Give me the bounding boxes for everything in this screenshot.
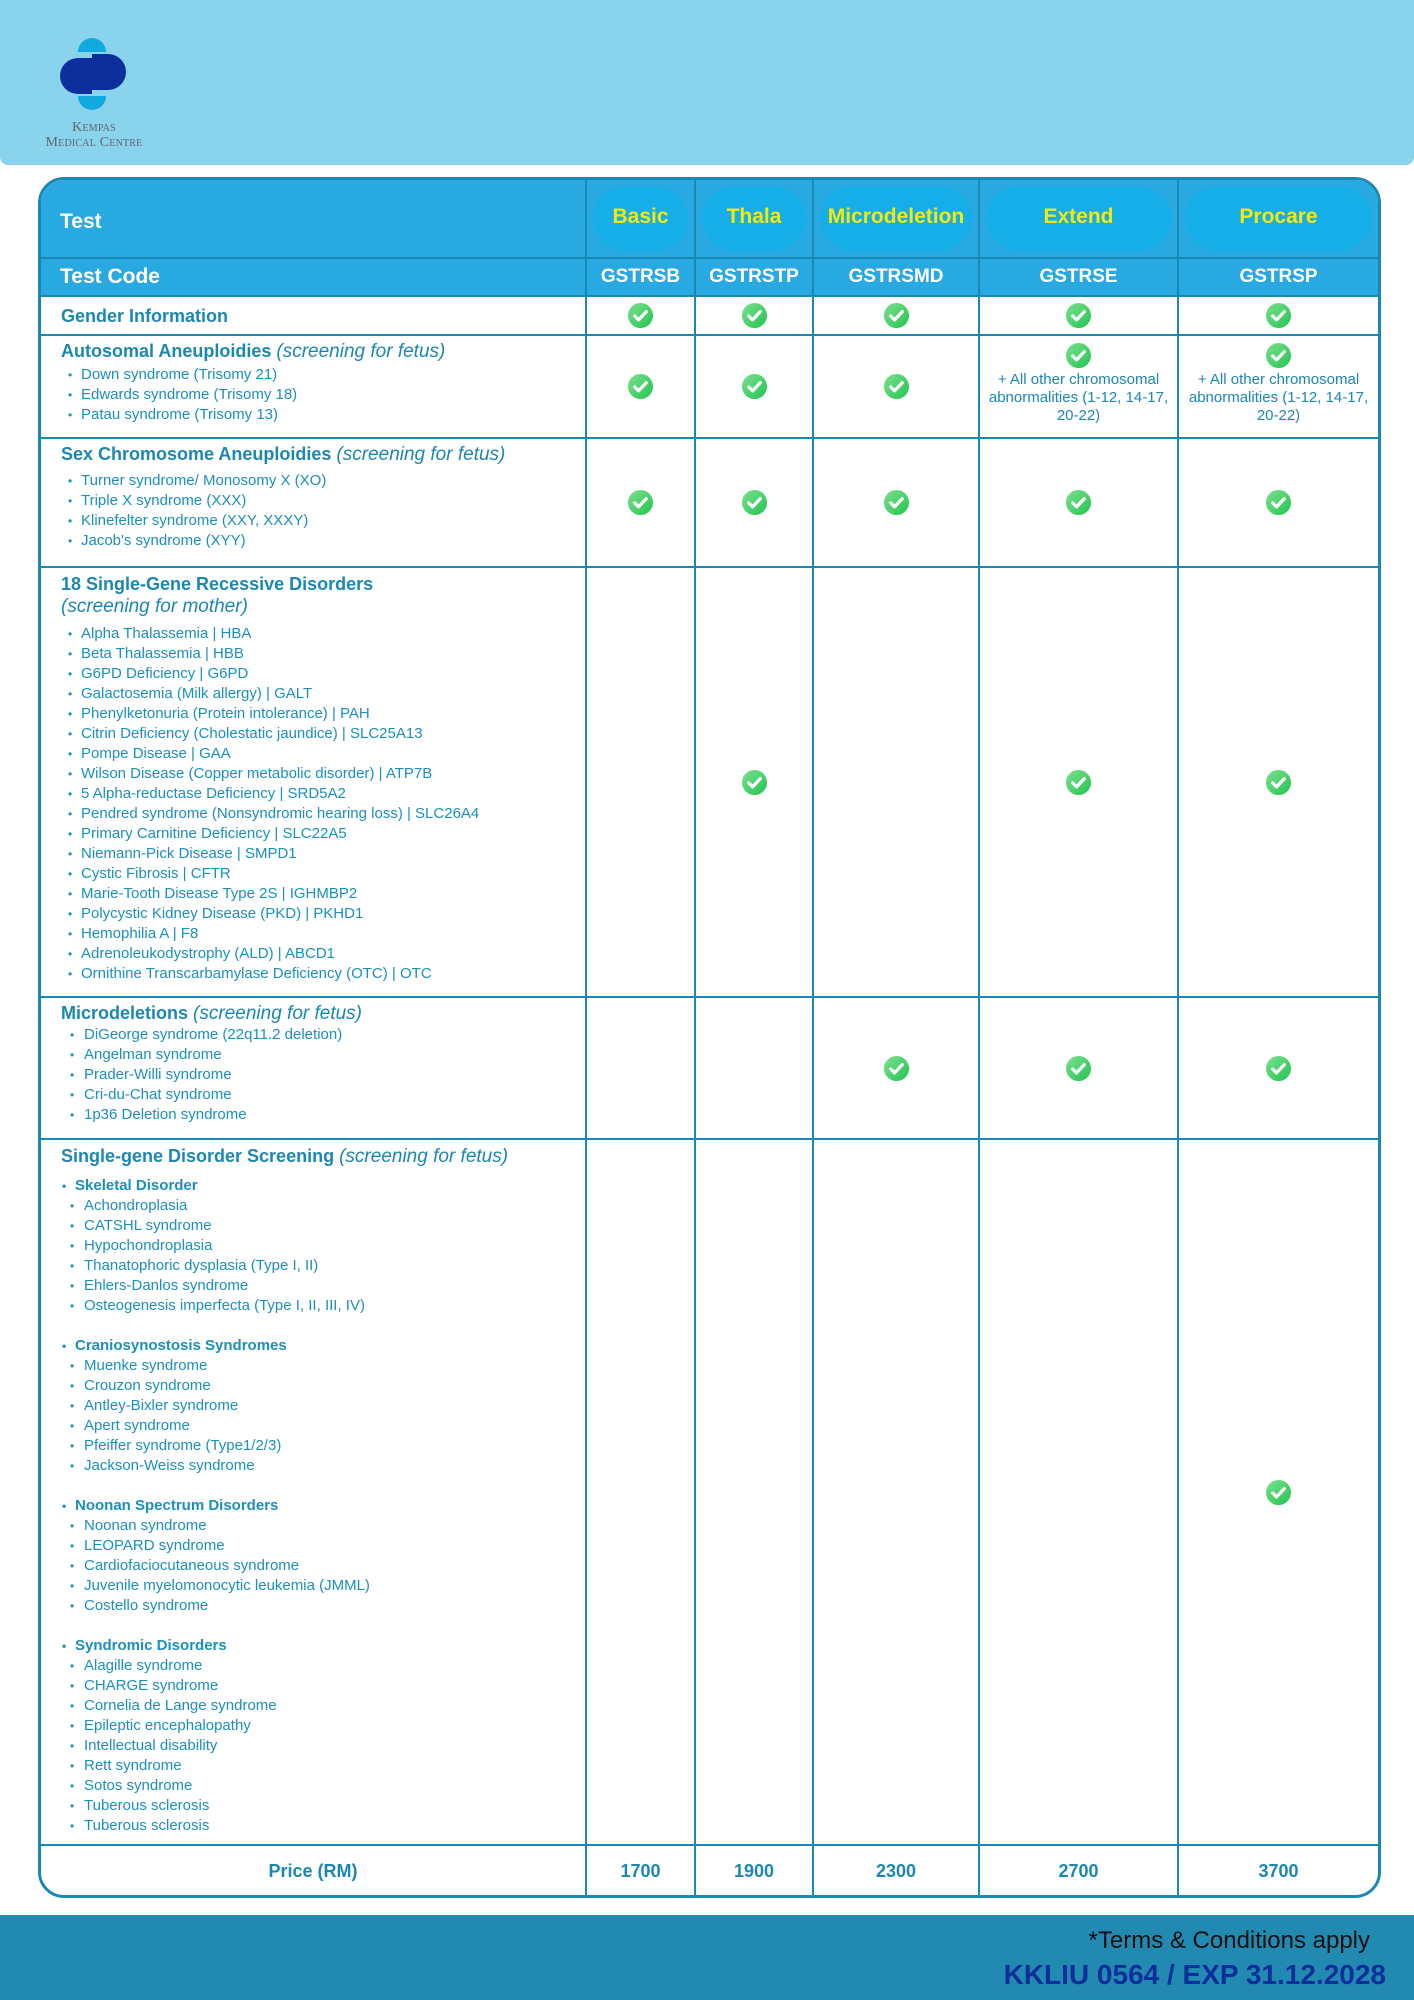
list-item: • Patau syndrome (Trisomy 13) — [61, 405, 577, 425]
row-single-gene-disorder-screening — [41, 1139, 1378, 1845]
list-item: • CATSHL syndrome — [61, 1216, 577, 1236]
row-title: Autosomal Aneuploidies — [61, 341, 272, 361]
row-subtitle: (screening for fetus) — [339, 1146, 509, 1167]
tier-cell-procare — [1178, 567, 1378, 997]
tier-name: Basic — [612, 204, 669, 228]
tier-header-procare — [1178, 180, 1378, 258]
list-item: • CHARGE syndrome — [61, 1676, 577, 1696]
tier-header-thala — [695, 180, 813, 258]
list-item: • Niemann-Pick Disease | SMPD1 — [61, 844, 577, 864]
list-item: • Polycystic Kidney Disease (PKD) | PKHD1 — [61, 904, 577, 924]
tier-cell-extend — [979, 438, 1178, 567]
check-icon — [741, 302, 768, 329]
row-gender-information — [41, 296, 1378, 335]
list-item: • Costello syndrome — [61, 1596, 577, 1616]
list-item: • Alpha Thalassemia | HBA — [61, 624, 577, 644]
list-item: • Pendred syndrome (Nonsyndromic hearing loss) | SLC26A4 — [61, 804, 577, 824]
list-item: • Epileptic encephalopathy — [61, 1716, 577, 1736]
list-item: • Hemophilia A | F8 — [61, 924, 577, 944]
list-item: • Jacob's syndrome (XYY) — [61, 531, 577, 551]
list-item: • Down syndrome (Trisomy 21) — [61, 365, 577, 385]
list-item: • Pfeiffer syndrome (Type1/2/3) — [61, 1436, 577, 1456]
list-item: • Beta Thalassemia | HBB — [61, 644, 577, 664]
list-item: • Primary Carnitine Deficiency | SLC22A5 — [61, 824, 577, 844]
list-item: • Rett syndrome — [61, 1756, 577, 1776]
license-number: KKLIU 0564 / EXP 31.12.2028 — [1003, 1959, 1386, 1990]
kempas-logo — [38, 34, 158, 154]
list-item: • Muenke syndrome — [61, 1356, 577, 1376]
list-item: • Tuberous sclerosis — [61, 1816, 577, 1836]
list-item: • Adrenoleukodystrophy (ALD) | ABCD1 — [61, 944, 577, 964]
tier-cell-extend — [979, 335, 1178, 438]
price-row — [41, 1845, 1378, 1897]
list-item: • Cystic Fibrosis | CFTR — [61, 864, 577, 884]
tier-name: Microdeletion — [827, 204, 965, 228]
list-item: • DiGeorge syndrome (22q11.2 deletion) — [61, 1025, 577, 1045]
test-comparison-table — [38, 177, 1381, 1898]
tier-cell-microdeletion — [813, 438, 979, 567]
row-title: Gender Information — [61, 305, 229, 326]
tier-name: Extend — [1043, 204, 1114, 228]
check-icon — [627, 373, 654, 400]
check-icon — [883, 302, 910, 329]
list-item: • Triple X syndrome (XXX) — [61, 491, 577, 511]
list-item: • Thanatophoric dysplasia (Type I, II) — [61, 1256, 577, 1276]
tier-cell-procare — [1178, 296, 1378, 335]
list-item: • Apert syndrome — [61, 1416, 577, 1436]
terms-note: *Terms & Conditions apply — [1088, 1927, 1370, 1954]
list-item: • Antley-Bixler syndrome — [61, 1396, 577, 1416]
list-item: • Intellectual disability — [61, 1736, 577, 1756]
tier-cell-procare — [1178, 335, 1378, 438]
test-code: GSTRSMD — [813, 258, 979, 296]
list-item: • Angelman syndrome — [61, 1045, 577, 1065]
row-subtitle: (screening for fetus) — [193, 1003, 363, 1024]
list-item: • Pompe Disease | GAA — [61, 744, 577, 764]
group-heading: • Skeletal Disorder — [61, 1176, 577, 1196]
tier-cell-microdeletion — [813, 1139, 979, 1845]
tier-cell-thala — [695, 335, 813, 438]
tier-cell-procare — [1178, 438, 1378, 567]
check-icon — [741, 373, 768, 400]
tier-name: Thala — [726, 204, 782, 228]
list-item: • Tuberous sclerosis — [61, 1796, 577, 1816]
price-value: 2300 — [813, 1845, 979, 1897]
list-item: • Galactosemia (Milk allergy) | GALT — [61, 684, 577, 704]
row-sex-chromosome-aneuploidies — [41, 438, 1378, 567]
list-item: • Edwards syndrome (Trisomy 18) — [61, 385, 577, 405]
price-value: 3700 — [1178, 1845, 1378, 1897]
price-value: 1900 — [695, 1845, 813, 1897]
check-icon — [1065, 489, 1092, 516]
tier-header-basic — [586, 180, 695, 258]
list-item: • Sotos syndrome — [61, 1776, 577, 1796]
row-title: 18 Single-Gene Recessive Disorders — [61, 574, 374, 594]
tier-header-microdeletion — [813, 180, 979, 258]
list-item: • G6PD Deficiency | G6PD — [61, 664, 577, 684]
list-item: • Cardiofaciocutaneous syndrome — [61, 1556, 577, 1576]
row-title: Microdeletions — [61, 1003, 189, 1023]
logo-line-1: Kempas — [72, 120, 116, 135]
tier-cell-microdeletion — [813, 296, 979, 335]
tier-cell-basic — [586, 296, 695, 335]
price-label: Price (RM) — [41, 1845, 586, 1897]
list-item: • Phenylketonuria (Protein intolerance) | PAH — [61, 704, 577, 724]
tier-cell-procare — [1178, 1139, 1378, 1845]
list-item: • Noonan syndrome — [61, 1516, 577, 1536]
list-item: • Cri-du-Chat syndrome — [61, 1085, 577, 1105]
list-item: • 1p36 Deletion syndrome — [61, 1105, 577, 1125]
check-icon — [883, 373, 910, 400]
price-value: 1700 — [586, 1845, 695, 1897]
tier-header-extend — [979, 180, 1178, 258]
row-title: Sex Chromosome Aneuploidies — [61, 444, 332, 464]
row-subtitle: (screening for mother) — [61, 596, 248, 617]
check-icon — [1065, 302, 1092, 329]
check-icon — [627, 302, 654, 329]
check-icon — [1265, 1479, 1292, 1506]
tier-cell-thala — [695, 296, 813, 335]
list-item: • Hypochondroplasia — [61, 1236, 577, 1256]
list-item: • Marie-Tooth Disease Type 2S | IGHMBP2 — [61, 884, 577, 904]
tier-header-row — [41, 180, 1378, 258]
list-item: • Citrin Deficiency (Cholestatic jaundice) | SLC25A13 — [61, 724, 577, 744]
check-icon — [741, 769, 768, 796]
footer-bar — [0, 1915, 1414, 2000]
tier-cell-extend — [979, 1139, 1178, 1845]
check-icon — [1065, 769, 1092, 796]
list-item: • LEOPARD syndrome — [61, 1536, 577, 1556]
list-item: • Wilson Disease (Copper metabolic disorder) | ATP7B — [61, 764, 577, 784]
tier-cell-extend — [979, 997, 1178, 1139]
list-item: • Crouzon syndrome — [61, 1376, 577, 1396]
check-icon — [627, 489, 654, 516]
tier-cell-thala — [695, 567, 813, 997]
item-list — [61, 365, 577, 425]
row-autosomal-aneuploidies — [41, 335, 1378, 438]
group-heading: • Syndromic Disorders — [61, 1636, 577, 1656]
check-icon — [1065, 1055, 1092, 1082]
list-item: • Alagille syndrome — [61, 1656, 577, 1676]
extra-coverage-note: + All other chromosomal abnormalities (1-12, 14-17, 20-22) — [988, 371, 1169, 424]
test-code: GSTRSTP — [695, 258, 813, 296]
row-title: Single-gene Disorder Screening — [61, 1146, 335, 1166]
tier-cell-basic — [586, 997, 695, 1139]
check-icon — [883, 1055, 910, 1082]
item-list — [61, 1025, 577, 1125]
tier-cell-basic — [586, 438, 695, 567]
check-icon — [1265, 342, 1292, 369]
group-heading: • Craniosynostosis Syndromes — [61, 1336, 577, 1356]
test-code-label: Test Code — [41, 258, 586, 296]
tier-cell-basic — [586, 567, 695, 997]
item-list — [61, 471, 577, 551]
tier-cell-microdeletion — [813, 335, 979, 438]
group-heading: • Noonan Spectrum Disorders — [61, 1496, 577, 1516]
list-item: • Juvenile myelomonocytic leukemia (JMML) — [61, 1576, 577, 1596]
tier-cell-extend — [979, 296, 1178, 335]
row-subtitle: (screening for fetus) — [276, 341, 446, 362]
logo-line-2: Medical Centre — [45, 135, 143, 150]
tier-cell-thala — [695, 438, 813, 567]
check-icon — [1265, 1055, 1292, 1082]
tier-cell-basic — [586, 1139, 695, 1845]
check-icon — [741, 489, 768, 516]
top-banner — [0, 0, 1414, 165]
list-item: • Achondroplasia — [61, 1196, 577, 1216]
list-item: • Prader-Willi syndrome — [61, 1065, 577, 1085]
price-value: 2700 — [979, 1845, 1178, 1897]
list-item: • Cornelia de Lange syndrome — [61, 1696, 577, 1716]
list-item: • Ornithine Transcarbamylase Deficiency (OTC) | OTC — [61, 964, 577, 984]
tier-cell-thala — [695, 997, 813, 1139]
list-item: • Ehlers-Danlos syndrome — [61, 1276, 577, 1296]
check-icon — [1065, 342, 1092, 369]
row-microdeletions — [41, 997, 1378, 1139]
medical-cross-logo-icon — [52, 34, 136, 118]
check-icon — [1265, 489, 1292, 516]
tier-cell-procare — [1178, 997, 1378, 1139]
row-subtitle: (screening for fetus) — [336, 444, 506, 465]
tier-cell-thala — [695, 1139, 813, 1845]
test-code-row — [41, 258, 1378, 296]
tier-cell-microdeletion — [813, 997, 979, 1139]
list-item: • Klinefelter syndrome (XXY, XXXY) — [61, 511, 577, 531]
check-icon — [1265, 769, 1292, 796]
tier-cell-microdeletion — [813, 567, 979, 997]
item-list — [61, 624, 577, 984]
list-item: • Osteogenesis imperfecta (Type I, II, III, IV) — [61, 1296, 577, 1316]
tier-cell-basic — [586, 335, 695, 438]
test-code: GSTRSP — [1178, 258, 1378, 296]
test-code: GSTRSE — [979, 258, 1178, 296]
row-single-gene-recessive-disorders — [41, 567, 1378, 997]
extra-coverage-note: + All other chromosomal abnormalities (1-12, 14-17, 20-22) — [1188, 371, 1369, 424]
tier-name: Procare — [1239, 204, 1318, 228]
grouped-item-list — [61, 1176, 577, 1836]
test-code: GSTRSB — [586, 258, 695, 296]
check-icon — [1265, 302, 1292, 329]
list-item: • Turner syndrome/ Monosomy X (XO) — [61, 471, 577, 491]
tier-cell-extend — [979, 567, 1178, 997]
list-item: • 5 Alpha-reductase Deficiency | SRD5A2 — [61, 784, 577, 804]
check-icon — [883, 489, 910, 516]
list-item: • Jackson-Weiss syndrome — [61, 1456, 577, 1476]
test-header-label: Test — [41, 180, 586, 258]
